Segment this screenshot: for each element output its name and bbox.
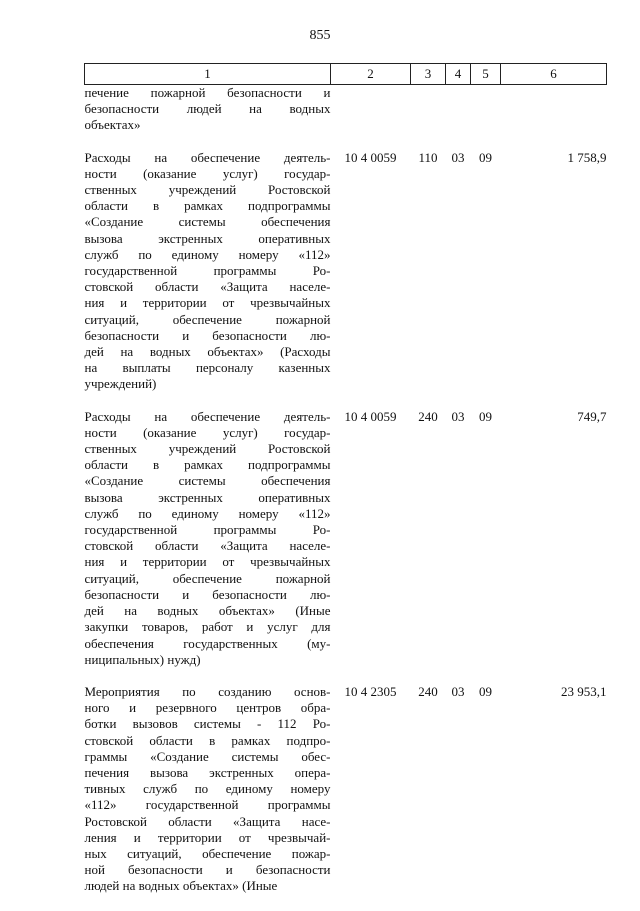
column-header-1: 1 xyxy=(85,64,331,85)
budget-table xyxy=(84,63,607,911)
description-line: стовской области «Защита населе- xyxy=(84,538,331,554)
amount-value: 1 758,9 xyxy=(567,149,607,165)
description-line: дей на водных объектах» (Расходы xyxy=(84,344,331,360)
table-header-row xyxy=(85,64,607,85)
description-line: безопасности людей на водных xyxy=(84,101,331,117)
description-line: печения вызова экстренных опера- xyxy=(84,764,331,780)
row-description xyxy=(85,409,331,684)
column-header-5: 5 xyxy=(471,64,501,85)
description-line: «Создание системы обеспечения xyxy=(84,473,331,489)
column-header-3: 3 xyxy=(411,64,446,85)
description-line: области в рамках подпрограммы xyxy=(84,198,331,214)
description-line: «112» государственной программы xyxy=(84,797,331,813)
expense-type-code: 240 xyxy=(418,683,438,699)
description-line: ности (оказание услуг) государ- xyxy=(84,424,331,440)
subsection-code: 09 xyxy=(479,683,492,699)
description-line: ных ситуаций, обеспечение пожар- xyxy=(84,845,331,861)
description-line: области в рамках подпрограммы xyxy=(84,457,331,473)
description-line: стовской области в рамках подпро- xyxy=(84,732,331,748)
description-line: ниципальных) нужд) xyxy=(84,651,201,667)
description-line: служб по единому номеру «112» xyxy=(84,505,331,521)
description-line: Расходы на обеспечение деятель- xyxy=(84,149,331,165)
description-line: государственной программы Ро- xyxy=(84,263,331,279)
description-line: вызова экстренных оперативных xyxy=(84,230,331,246)
description-line: государственной программы Ро- xyxy=(84,522,331,538)
subsection-code: 09 xyxy=(479,149,492,165)
description-line: безопасности и безопасности лю- xyxy=(84,586,331,602)
description-line: учреждений) xyxy=(84,376,157,392)
expense-type-code: 240 xyxy=(418,408,438,424)
description-line: ботки вызовов системы - 112 Ро- xyxy=(84,716,331,732)
subsection-code: 09 xyxy=(479,408,492,424)
description-line: обеспечения государственных (му- xyxy=(84,635,331,651)
description-line: ственных учреждений Ростовской xyxy=(84,441,331,457)
description-line: ситуаций, обеспечение пожарной xyxy=(84,311,331,327)
description-line: ния и территории от чрезвычайных xyxy=(84,295,331,311)
column-header-4: 4 xyxy=(446,64,471,85)
description-line: ности (оказание услуг) государ- xyxy=(84,165,331,181)
description-line: Мероприятия по созданию основ- xyxy=(84,683,331,699)
description-line: «Создание системы обеспечения xyxy=(84,214,331,230)
target-article-code: 10 4 0059 xyxy=(344,408,397,424)
description-line: Расходы на обеспечение деятель- xyxy=(84,408,331,424)
description-line: ситуаций, обеспечение пожарной xyxy=(84,570,331,586)
description-line: стовской области «Защита населе- xyxy=(84,279,331,295)
description-line: ственных учреждений Ростовской xyxy=(84,182,331,198)
row-description xyxy=(85,85,331,150)
table-row xyxy=(85,409,607,684)
description-line: ния и территории от чрезвычайных xyxy=(84,554,331,570)
description-line: ного и резервного центров обра- xyxy=(84,700,331,716)
description-line: ления и территории от чрезвычай- xyxy=(84,829,331,845)
description-line: тивных служб по единому номеру xyxy=(84,781,331,797)
target-article-code: 10 4 2305 xyxy=(344,683,397,699)
description-line: ной безопасности и безопасности xyxy=(84,862,331,878)
description-line: на выплаты персоналу казенных xyxy=(84,360,331,376)
description-line: вызова экстренных оперативных xyxy=(84,489,331,505)
description-line: граммы «Создание системы обес- xyxy=(84,748,331,764)
description-line: Ростовской области «Защита насе- xyxy=(84,813,331,829)
target-article-code: 10 4 0059 xyxy=(344,149,397,165)
section-code: 03 xyxy=(451,683,465,699)
expense-type-code: 110 xyxy=(418,149,438,165)
page-number: 855 xyxy=(309,28,331,43)
description-line: закупки товаров, работ и услуг для xyxy=(84,619,331,635)
table-row xyxy=(85,684,607,911)
column-header-6: 6 xyxy=(501,64,607,85)
table-row-continuation xyxy=(85,85,607,150)
section-code: 03 xyxy=(451,408,465,424)
description-line: объектах» xyxy=(84,117,141,133)
description-line: безопасности и безопасности лю- xyxy=(84,327,331,343)
description-line: печение пожарной безопасности и xyxy=(84,85,331,100)
description-line: дей на водных объектах» (Иные xyxy=(84,603,331,619)
section-code: 03 xyxy=(451,149,465,165)
row-description xyxy=(85,684,331,911)
description-line: людей на водных объектах» (Иные xyxy=(84,878,278,894)
description-line: служб по единому номеру «112» xyxy=(84,246,331,262)
table-row xyxy=(85,150,607,409)
amount-value: 23 953,1 xyxy=(561,683,607,699)
column-header-2: 2 xyxy=(331,64,411,85)
amount-value: 749,7 xyxy=(577,408,607,424)
row-description xyxy=(85,150,331,409)
